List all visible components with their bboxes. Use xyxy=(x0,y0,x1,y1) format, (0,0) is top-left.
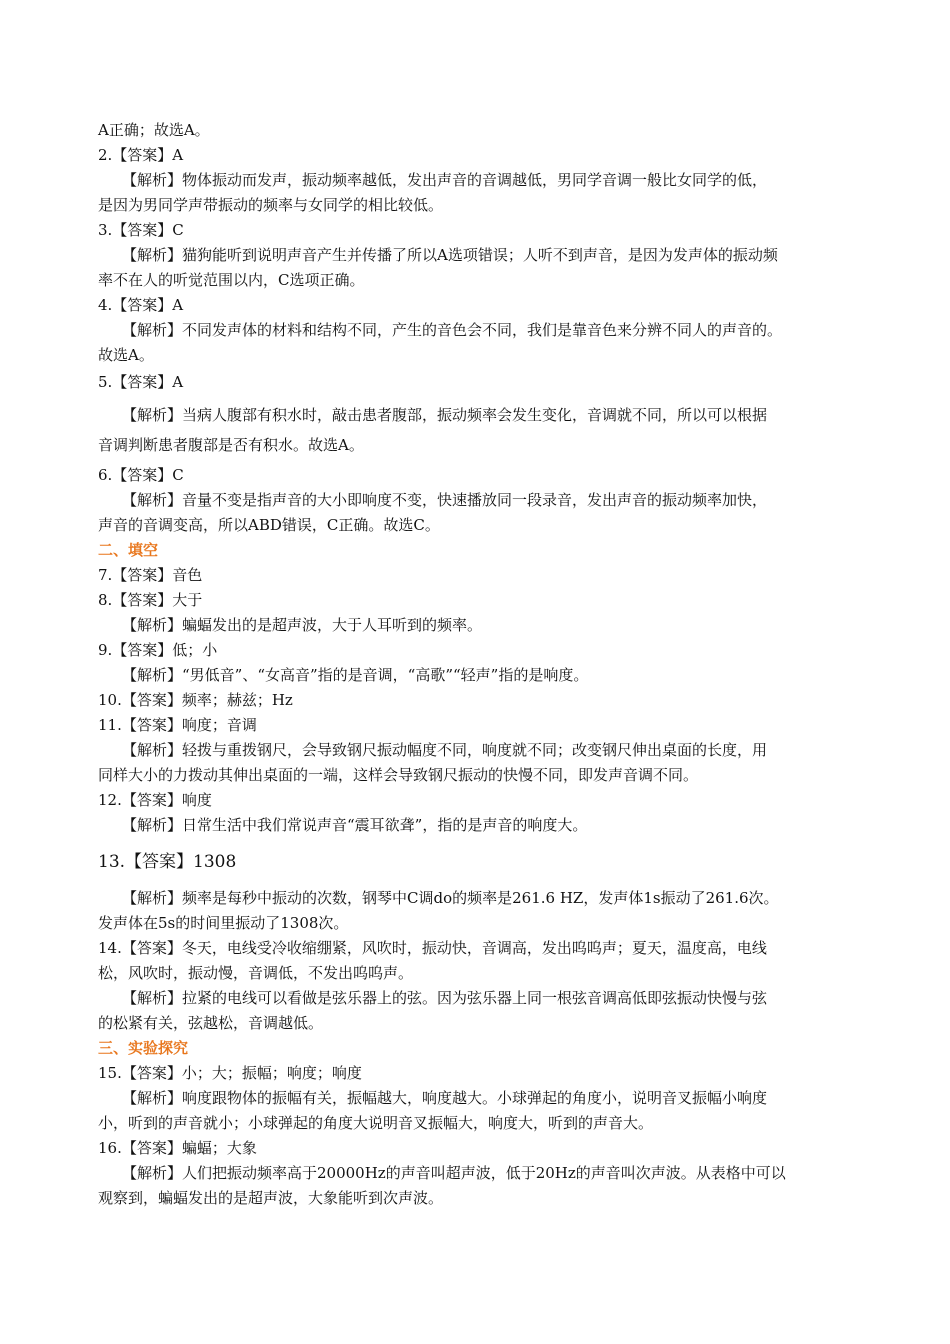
analysis-line: 【解析】“男低音”、“女高音”指的是音调，“高歌”“轻声”指的是响度。 xyxy=(122,666,589,684)
text-line: 声音的音调变高，所以ABD错误，C正确。故选C。 xyxy=(98,516,440,534)
answer-line: 12.【答案】响度 xyxy=(98,791,212,809)
answer-line: 2.【答案】A xyxy=(98,146,184,164)
answer-line: 8.【答案】大于 xyxy=(98,591,203,609)
answer-line: 11.【答案】响度；音调 xyxy=(98,716,257,734)
analysis-line: 【解析】日常生活中我们常说声音“震耳欲聋”，指的是声音的响度大。 xyxy=(122,816,588,834)
analysis-line: 【解析】人们把振动频率高于20000Hz的声音叫超声波，低于20Hz的声音叫次声波。从表格中可以 xyxy=(122,1164,786,1182)
section-heading: 二、填空 xyxy=(98,541,159,559)
analysis-line: 【解析】猫狗能听到说明声音产生并传播了所以A选项错误；人听不到声音，是因为发声体的振动频 xyxy=(122,246,778,264)
analysis-line: 【解析】不同发声体的材料和结构不同，产生的音色会不同，我们是靠音色来分辨不同人的声音的。 xyxy=(122,321,783,339)
analysis-line: 【解析】物体振动而发声，振动频率越低，发出声音的音调越低，男同学音调一般比女同学的低， xyxy=(122,171,768,189)
text-line: 率不在人的听觉范围以内，C选项正确。 xyxy=(98,271,365,289)
text-line: 故选A。 xyxy=(98,346,154,364)
answer-line: 15.【答案】小；大；振幅；响度；响度 xyxy=(98,1064,362,1082)
answer-line: 7.【答案】音色 xyxy=(98,566,203,584)
answer-line: 4.【答案】A xyxy=(98,296,184,314)
answer-line: 16.【答案】蝙蝠；大象 xyxy=(98,1139,257,1157)
text-line: 是因为男同学声带振动的频率与女同学的相比较低。 xyxy=(98,196,444,214)
analysis-line: 【解析】响度跟物体的振幅有关，振幅越大，响度越大。小球弹起的角度小，说明音叉振幅小响度 xyxy=(122,1089,768,1107)
text-line: 的松紧有关，弦越松，音调越低。 xyxy=(98,1014,324,1032)
text-line: 同样大小的力拨动其伸出桌面的一端，这样会导致钢尺振动的快慢不同，即发声音调不同。 xyxy=(98,766,699,784)
section-heading: 三、实验探究 xyxy=(98,1039,189,1057)
analysis-line: 【解析】蝙蝠发出的是超声波，大于人耳听到的频率。 xyxy=(122,616,483,634)
text-line: A正确；故选A。 xyxy=(98,121,210,139)
answer-line: 10.【答案】频率；赫兹；Hz xyxy=(98,691,293,709)
answer-line: 6.【答案】C xyxy=(98,466,184,484)
answer-line: 13.【答案】1308 xyxy=(98,852,237,872)
answer-line: 3.【答案】C xyxy=(98,221,184,239)
answer-line: 5.【答案】A xyxy=(98,373,184,391)
text-line: 发声体在5s的时间里振动了1308次。 xyxy=(98,914,349,932)
text-line: 音调判断患者腹部是否有积水。故选A。 xyxy=(98,436,364,454)
analysis-line: 【解析】频率是每秒中振动的次数，钢琴中C调do的频率是261.6 HZ，发声体1s振动了261.6次。 xyxy=(122,889,779,907)
text-line: 松，风吹时，振动慢，音调低，不发出呜呜声。 xyxy=(98,964,414,982)
analysis-line: 【解析】音量不变是指声音的大小即响度不变，快速播放同一段录音，发出声音的振动频率加快， xyxy=(122,491,768,509)
text-line: 观察到，蝙蝠发出的是超声波，大象能听到次声波。 xyxy=(98,1189,444,1207)
analysis-line: 【解析】拉紧的电线可以看做是弦乐器上的弦。因为弦乐器上同一根弦音调高低即弦振动快慢与弦 xyxy=(122,989,768,1007)
analysis-line: 【解析】轻拨与重拨钢尺，会导致钢尺振动幅度不同，响度就不同；改变钢尺伸出桌面的长度，用 xyxy=(122,741,768,759)
text-line: 小，听到的声音就小；小球弹起的角度大说明音叉振幅大，响度大，听到的声音大。 xyxy=(98,1114,654,1132)
answer-line: 14.【答案】冬天，电线受冷收缩绷紧，风吹时，振动快，音调高，发出呜呜声；夏天，温度高，电线 xyxy=(98,939,767,957)
analysis-line: 【解析】当病人腹部有积水时，敲击患者腹部，振动频率会发生变化，音调就不同，所以可以根据 xyxy=(122,406,768,424)
answer-line: 9.【答案】低；小 xyxy=(98,641,218,659)
